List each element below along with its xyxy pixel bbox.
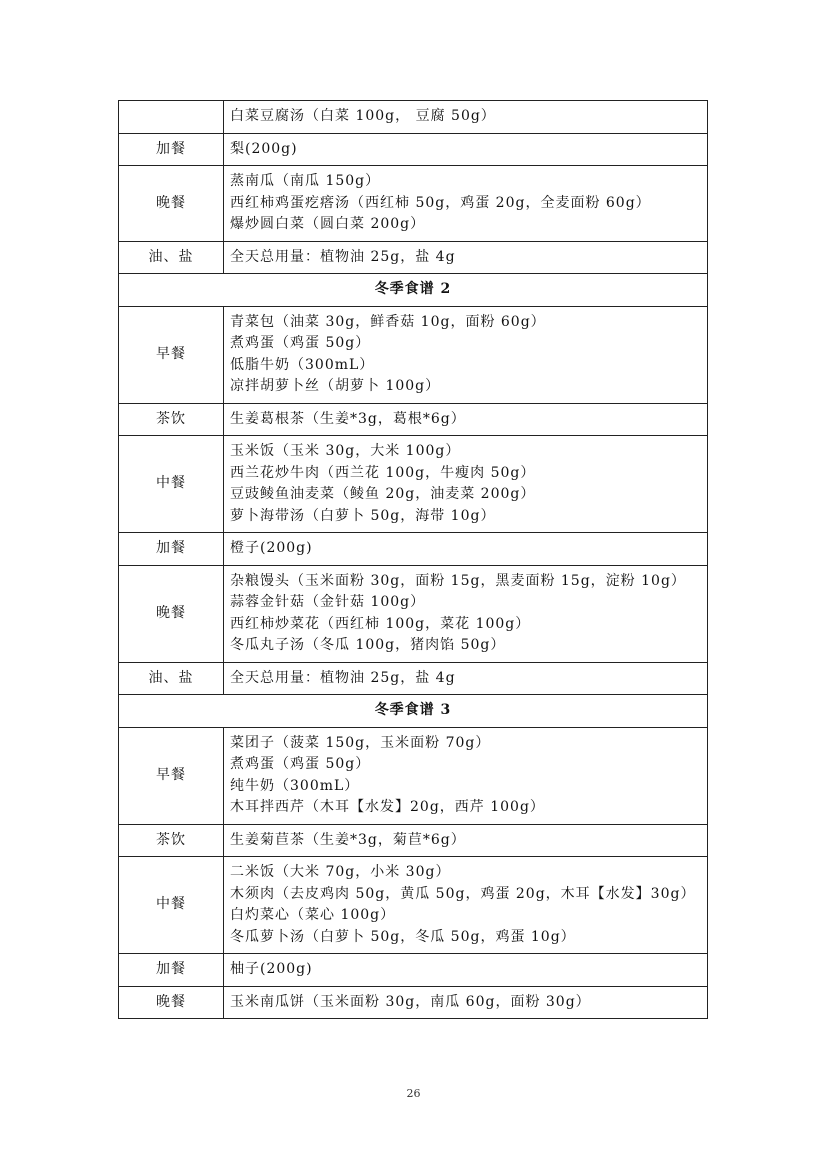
meal-items: [224, 986, 708, 1019]
food-item: 煮鸡蛋（鸡蛋 50g）: [230, 756, 371, 772]
meal-items: [224, 954, 708, 987]
food-item: 玉米南瓜饼（玉米面粉 30g，南瓜 60g，面粉 30g）: [230, 993, 591, 1010]
menu-row: [119, 824, 708, 857]
food-item: 柚子(200g): [230, 961, 313, 977]
section-title: 冬季食谱 3: [119, 695, 708, 728]
meal-label: 早餐: [119, 306, 224, 403]
meal-items: [224, 857, 708, 954]
meal-items: [224, 824, 708, 857]
meal-label: 加餐: [119, 533, 224, 566]
meal-label: 茶饮: [119, 824, 224, 857]
meal-label: 加餐: [119, 133, 224, 166]
meal-label: 早餐: [119, 727, 224, 824]
meal-items: [224, 533, 708, 566]
menu-row: [119, 133, 708, 166]
food-item: 玉米饭（玉米 30g，大米 100g）: [230, 443, 461, 459]
menu-row: [119, 565, 708, 662]
food-item: 橙子(200g): [230, 540, 313, 556]
meal-label: 油、盐: [119, 662, 224, 695]
meal-label: 晚餐: [119, 565, 224, 662]
meal-label: 油、盐: [119, 241, 224, 274]
food-item: 豆豉鲮鱼油麦菜（鲮鱼 20g，油麦菜 200g）: [230, 486, 536, 502]
section-header-row: [119, 695, 708, 728]
meal-items: [224, 133, 708, 166]
food-item: 白菜豆腐汤（白菜 100g， 豆腐 50g）: [230, 108, 496, 124]
food-item: 蒜蓉金针菇（金针菇 100g）: [230, 594, 426, 610]
menu-table-body: [119, 101, 708, 1019]
menu-row: [119, 166, 708, 242]
food-item: 生姜菊苣茶（生姜*3g，菊苣*6g）: [230, 831, 466, 848]
food-item: 纯牛奶（300mL）: [230, 777, 360, 794]
meal-items: [224, 403, 708, 436]
menu-row: [119, 241, 708, 274]
food-item: 二米饭（大米 70g，小米 30g）: [230, 864, 451, 880]
food-item: 西兰花炒牛肉（西兰花 100g，牛瘦肉 50g）: [230, 464, 536, 481]
menu-row: [119, 436, 708, 533]
section-header-row: [119, 274, 708, 307]
food-item: 青菜包（油菜 30g，鲜香菇 10g，面粉 60g）: [230, 313, 546, 330]
menu-row: [119, 306, 708, 403]
menu-row: [119, 954, 708, 987]
menu-row: [119, 727, 708, 824]
food-item: 白灼菜心（菜心 100g）: [230, 907, 396, 923]
food-item: 菜团子（菠菜 150g，玉米面粉 70g）: [230, 734, 491, 751]
food-item: 煮鸡蛋（鸡蛋 50g）: [230, 335, 371, 351]
food-item: 冬瓜丸子汤（冬瓜 100g，猪肉馅 50g）: [230, 637, 506, 653]
meal-label: 晚餐: [119, 166, 224, 242]
meal-label: 中餐: [119, 857, 224, 954]
menu-table: [118, 100, 708, 1019]
page-number: 26: [406, 1087, 421, 1100]
meal-label: [119, 101, 224, 134]
meal-label: 茶饮: [119, 403, 224, 436]
food-item: 全天总用量：植物油 25g，盐 4g: [230, 248, 456, 265]
food-item: 冬瓜萝卜汤（白萝卜 50g，冬瓜 50g，鸡蛋 10g）: [230, 928, 576, 945]
food-item: 蒸南瓜（南瓜 150g）: [230, 173, 381, 189]
food-item: 生姜葛根茶（生姜*3g，葛根*6g）: [230, 410, 466, 427]
meal-items: [224, 241, 708, 274]
food-item: 凉拌胡萝卜丝（胡萝卜 100g）: [230, 378, 441, 394]
meal-label: 中餐: [119, 436, 224, 533]
food-item: 木须肉（去皮鸡肉 50g，黄瓜 50g，鸡蛋 20g，木耳【水发】30g）: [230, 885, 696, 902]
meal-items: [224, 166, 708, 242]
food-item: 梨(200g): [230, 140, 298, 157]
menu-row: [119, 403, 708, 436]
meal-label: 晚餐: [119, 986, 224, 1019]
menu-row: [119, 101, 708, 134]
meal-items: [224, 436, 708, 533]
meal-items: [224, 101, 708, 134]
food-item: 爆炒圆白菜（圆白菜 200g）: [230, 216, 426, 232]
menu-row: [119, 857, 708, 954]
meal-items: [224, 306, 708, 403]
menu-row: [119, 662, 708, 695]
meal-label: 加餐: [119, 954, 224, 987]
food-item: 萝卜海带汤（白萝卜 50g，海带 10g）: [230, 507, 496, 524]
meal-items: [224, 727, 708, 824]
food-item: 西红柿鸡蛋疙瘩汤（西红柿 50g，鸡蛋 20g，全麦面粉 60g）: [230, 194, 651, 211]
food-item: 西红柿炒菜花（西红柿 100g，菜花 100g）: [230, 615, 531, 632]
section-title: 冬季食谱 2: [119, 274, 708, 307]
food-item: 低脂牛奶（300mL）: [230, 356, 375, 373]
food-item: 木耳拌西芹（木耳【水发】20g，西芹 100g）: [230, 799, 545, 815]
meal-items: [224, 662, 708, 695]
food-item: 全天总用量：植物油 25g，盐 4g: [230, 669, 456, 686]
food-item: 杂粮馒头（玉米面粉 30g，面粉 15g，黑麦面粉 15g，淀粉 10g）: [230, 572, 686, 589]
meal-items: [224, 565, 708, 662]
menu-row: [119, 533, 708, 566]
menu-row: [119, 986, 708, 1019]
